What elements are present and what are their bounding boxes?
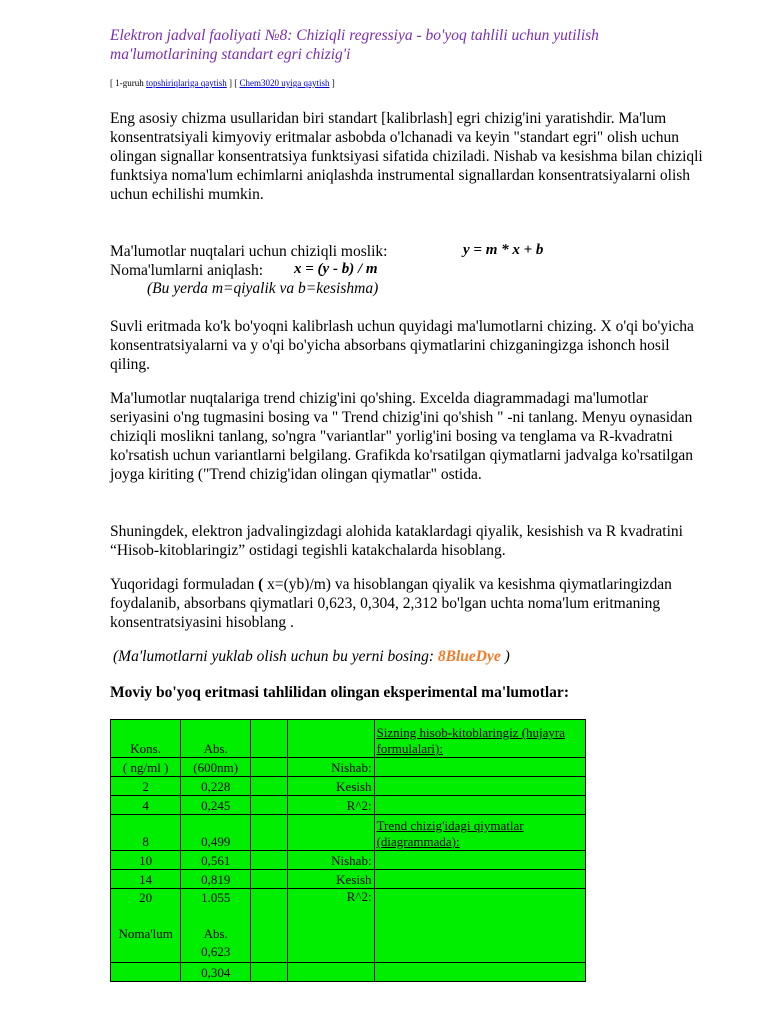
blank-cell[interactable] bbox=[251, 720, 288, 758]
table-row bbox=[111, 777, 586, 796]
abs-cell: 0,228 bbox=[181, 777, 251, 796]
conc-cell: 4 bbox=[111, 796, 181, 815]
download-text: (Ma'lumotlarni yuklab olish uchun bu yerni bosing: bbox=[113, 648, 435, 665]
blank-cell[interactable] bbox=[251, 758, 288, 777]
slope-label: Nishab: bbox=[288, 758, 374, 777]
page-title: Elektron jadval faoliyati №8: Chiziqli regressiya - bo'yoq tahlili uchun yutilish ma'lumotlarining standart egri chizig'i bbox=[110, 27, 599, 63]
nav-open: [ 1-guruh bbox=[110, 78, 144, 88]
intercept-label: Kesish bbox=[288, 777, 374, 796]
unknown-instructions-pre: Yuqoridagi formuladan bbox=[110, 576, 255, 593]
unknown-abs-label: Abs. bbox=[203, 926, 228, 941]
data-heading: Moviy bo'yoq eritmasi tahlilidan olingan eksperimental ma'lumotlar: bbox=[110, 684, 569, 701]
plot-instructions: Suvli eritmada ko'k bo'yoqni kalibrlash uchun quyidagi ma'lumotlarni chizing. X o'qi bo'yicha konsentratsiyalarni va y o'qi bo'yicha absorbans qiymatlarini chizganingizga ishonch hosil qiling. bbox=[110, 318, 694, 373]
blank-cell[interactable] bbox=[251, 815, 288, 851]
conc-cell: 8 bbox=[111, 815, 181, 851]
trend-slope-cell[interactable] bbox=[374, 851, 585, 870]
trendline-instructions: Ma'lumotlar nuqtalariga trend chizig'ini qo'shing. Excelda diagrammadagi ma'lumotlar seriyasini o'ng tugmasini bosing va " Trend chizig'ini qo'shish " -ni tanlang. Menyu oynasidan chiziqli moslikni tanlang, so'ngra "variantlar" yorlig'ini bosing va tenglama va R-kvadratni ko'rsatish uchun variantlarni belgilang. Grafikda ko'rsatilgan qiymatlarni jadvalga ko'rsatilgan joyga kiriting ("Trend chizig'idan olingan qiymatlar" ostida. bbox=[110, 390, 693, 483]
unknown-instructions-post: x=(yb)/m) va hisoblangan qiyalik va kesishma qiymatlaringizdan foydalanib, absorbans qiymatlari 0,623, 0,304, 2,312 bo'lgan uchta noma'lum eritmaning konsentratsiyasini hisoblang . bbox=[110, 576, 672, 631]
unknown-instructions-paren: ( bbox=[258, 576, 264, 593]
group-tasks-link[interactable]: topshiriqlariga qaytish bbox=[146, 78, 227, 88]
blank-cell[interactable] bbox=[251, 889, 288, 963]
table-row bbox=[111, 796, 586, 815]
abs-cell bbox=[181, 889, 251, 963]
blank-cell[interactable] bbox=[251, 851, 288, 870]
blank-cell[interactable] bbox=[374, 963, 585, 982]
abs-cell: 0,245 bbox=[181, 796, 251, 815]
table-row bbox=[111, 889, 586, 963]
unknown-instructions bbox=[110, 575, 710, 632]
abs-unit: (600nm) bbox=[181, 758, 251, 777]
table-row bbox=[111, 870, 586, 889]
trend-header: Trend chizig'idagi qiymatlar (diagrammada): bbox=[374, 815, 585, 851]
conc-cell: 10 bbox=[111, 851, 181, 870]
blank-cell[interactable] bbox=[251, 963, 288, 982]
trend-slope-label: Nishab: bbox=[288, 851, 374, 870]
table-row bbox=[111, 815, 586, 851]
download-link[interactable]: 8BlueDye bbox=[437, 648, 501, 665]
slope-input-cell[interactable] bbox=[374, 758, 585, 777]
trend-intercept-label: Kesish bbox=[288, 870, 374, 889]
conc-value: 20 bbox=[139, 890, 153, 905]
download-line bbox=[113, 648, 510, 666]
table-row bbox=[111, 720, 586, 758]
trend-r2-cell[interactable] bbox=[374, 889, 585, 963]
trend-r2-label: R^2: bbox=[288, 889, 374, 963]
nav-close: ] bbox=[331, 78, 335, 88]
r2-input-cell[interactable] bbox=[374, 796, 585, 815]
blank-cell[interactable] bbox=[288, 815, 374, 851]
blank-cell[interactable] bbox=[251, 796, 288, 815]
variables-note: (Bu yerda m=qiyalik va b=kesishma) bbox=[147, 280, 379, 297]
conc-cell bbox=[111, 889, 181, 963]
unknown-formula: x = (y - b) / m bbox=[294, 261, 378, 277]
calculation-instructions: Shuningdek, elektron jadvalingizdagi alohida kataklardagi qiyalik, kesishish va R kvadratini “Hisob-kitoblaringiz” ostidagi tegishli katakchalarda hisoblang. bbox=[110, 523, 683, 559]
unknown-label-cell: Noma'lum bbox=[118, 926, 173, 941]
abs-cell: 0,561 bbox=[181, 851, 251, 870]
intercept-input-cell[interactable] bbox=[374, 777, 585, 796]
table-row bbox=[111, 758, 586, 777]
conc-unit: ( ng/ml ) bbox=[111, 758, 181, 777]
blank-cell[interactable] bbox=[288, 963, 374, 982]
abs-value: 1.055 bbox=[201, 890, 231, 905]
data-table bbox=[110, 719, 586, 982]
nav-breadcrumb bbox=[110, 78, 335, 88]
blank-cell[interactable] bbox=[288, 720, 374, 758]
trend-intercept-cell[interactable] bbox=[374, 870, 585, 889]
unknown-abs-value: 0,304 bbox=[181, 963, 251, 982]
intro-paragraph: Eng asosiy chizma usullaridan biri standart [kalibrlash] egri chizig'ini yaratishdir. Ma'lum konsentratsiyali kimyoviy eritmalar asbobda o'lchanadi va keyin "standart egri" olish uchun olingan signallar konsentratsiya funktsiyasi sifatida chiziladi. Nishab va kesishma bilan chiziqli funktsiya noma'lum echimlarni aniqlashda instrumental signallardan konsentratsiyalarni olish uchun echilishi mumkin. bbox=[110, 110, 703, 203]
unknown-label: Noma'lumlarni aniqlash: bbox=[110, 262, 264, 279]
linear-fit-formula: y = m * x + b bbox=[463, 242, 544, 258]
conc-cell: 14 bbox=[111, 870, 181, 889]
table-row bbox=[111, 963, 586, 982]
blank-cell[interactable] bbox=[251, 870, 288, 889]
conc-cell: 2 bbox=[111, 777, 181, 796]
abs-cell: 0,499 bbox=[181, 815, 251, 851]
r2-label: R^2: bbox=[288, 796, 374, 815]
calc-header: Sizning hisob-kitoblaringiz (hujayra formulalari): bbox=[374, 720, 585, 758]
linear-fit-label: Ma'lumotlar nuqtalari uchun chiziqli moslik: bbox=[110, 243, 388, 260]
nav-separator: ] [ bbox=[229, 78, 238, 88]
abs-cell: 0,819 bbox=[181, 870, 251, 889]
unknown-abs-value: 0,623 bbox=[201, 944, 231, 959]
download-close: ) bbox=[504, 648, 510, 665]
abs-header: Abs. bbox=[181, 720, 251, 758]
blank-cell[interactable] bbox=[111, 963, 181, 982]
table-row bbox=[111, 851, 586, 870]
chem-home-link[interactable]: Chem3020 uyiga qaytish bbox=[239, 78, 330, 88]
blank-cell[interactable] bbox=[251, 777, 288, 796]
conc-header: Kons. bbox=[111, 720, 181, 758]
